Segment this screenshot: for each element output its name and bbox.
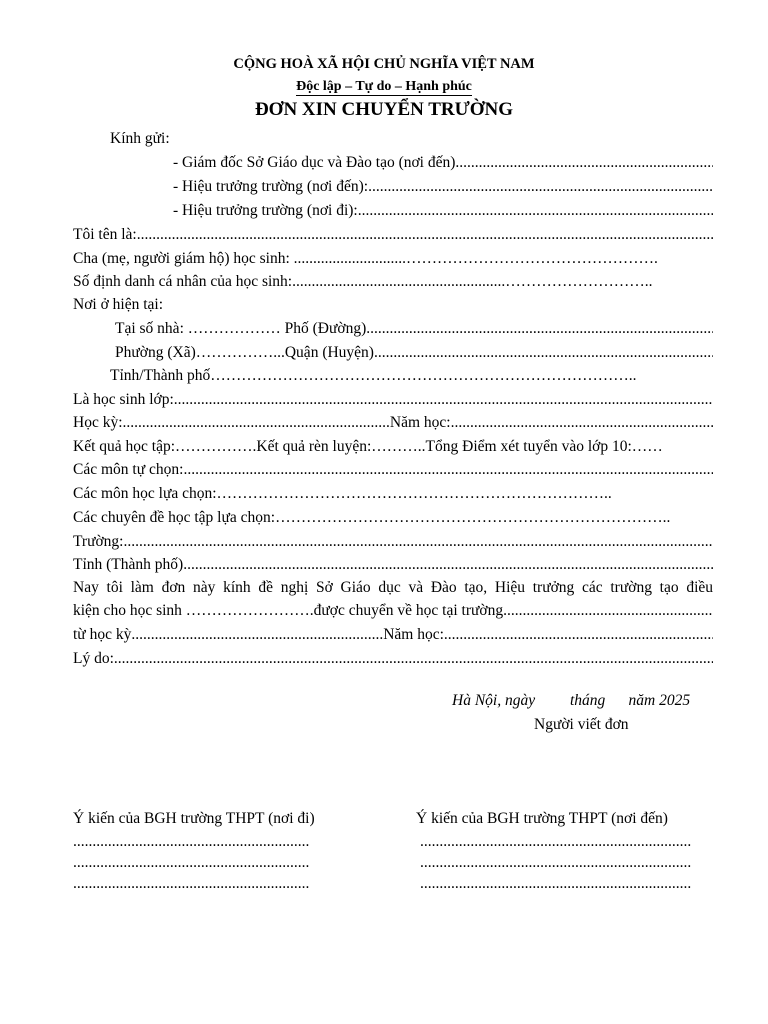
field-class [73,390,713,410]
field-school-label: Trường: [73,533,124,550]
field-from-semester-label: từ học kỳ.................................................................Năm học: [73,626,444,643]
field-id-number: Số định danh cá nhân của học sinh:.......................................................……………………….. [73,273,653,290]
recipient-director [173,153,713,173]
request-line-2-text: kiện cho học sinh …………………….được chuyển về học tại trường [73,602,504,619]
field-topics: Các chuyên đề học tập lựa chọn:………………………………………………………………….. [73,509,671,526]
dot-leader [183,555,713,575]
dot-leader [358,201,713,221]
field-semester [73,413,713,433]
field-electives [73,460,713,480]
opinion-to-line: ...................................................................... [420,875,692,892]
field-results: Kết quả học tập:…………….Kết quả rèn luyện:………..Tổng Điểm xét tuyển vào lớp 10:…… [73,438,663,455]
field-chosen-subjects: Các môn học lựa chọn:………………………………………………………………….. [73,485,612,502]
field-parent: Cha (mẹ, người giám hộ) học sinh: .............................…………………………………………. [73,250,658,267]
motto-text: Độc lập – Tự do – Hạnh phúc [296,79,472,94]
opinion-to-school-title: Ý kiến của BGH trường THPT (nơi đến) [416,810,668,827]
field-house-street [115,319,713,339]
dot-leader [174,390,713,410]
field-house-street-label: Tại số nhà: ……………… Phố (Đường) [115,320,367,337]
request-line-2 [73,601,713,621]
opinion-from-line: ............................................................. [73,854,310,871]
dot-leader [503,601,713,621]
opinion-from-school-title: Ý kiến của BGH trường THPT (nơi đi) [73,810,315,827]
dot-leader [368,177,713,197]
recipient-principal-from [173,201,713,221]
dot-leader [444,625,713,645]
recipient-principal-to-label: - Hiệu trưởng trường (nơi đến): [173,178,369,195]
dot-leader [374,343,713,363]
opinion-to-line: ...................................................................... [420,833,692,850]
dot-leader [137,225,713,245]
field-name-label: Tôi tên là: [73,226,137,243]
dot-leader [124,532,714,552]
dot-leader [366,319,713,339]
field-school [73,532,713,552]
opinion-from-line: ............................................................. [73,833,310,850]
field-reason [73,649,713,669]
place-date: Hà Nội, ngày tháng năm 2025 [452,692,691,709]
form-title: ĐƠN XIN CHUYỂN TRƯỜNG [254,99,514,120]
dot-leader [451,413,713,433]
field-name [73,225,713,245]
opinion-from-line: ............................................................. [73,875,310,892]
national-motto [0,79,768,95]
field-class-label: Là học sinh lớp: [73,391,174,408]
dot-leader [114,649,713,669]
recipient-principal-from-label: - Hiệu trưởng trường (nơi đi): [173,202,358,219]
field-province-2 [73,555,713,575]
field-residence: Nơi ở hiện tại: [73,296,164,313]
opinion-to-line: ...................................................................... [420,854,692,871]
recipient-director-label: - Giám đốc Sở Giáo dục và Đào tạo (nơi đến) [173,154,456,171]
field-from-semester [73,625,713,645]
field-ward-district [115,343,713,363]
field-semester-label: Học kỳ:.....................................................................Năm học: [73,414,451,431]
greeting: Kính gửi: [110,130,170,147]
dot-leader [183,460,713,480]
field-province: Tỉnh/Thành phố……………………………………………………………………….. [110,367,637,384]
recipient-principal-to [173,177,713,197]
field-reason-label: Lý do: [73,650,114,667]
national-title: CỘNG HOÀ XÃ HỘI CHỦ NGHĨA VIỆT NAM [233,56,535,72]
field-ward-district-label: Phường (Xã)……………...Quận (Huyện) [115,344,374,361]
signer-label: Người viết đơn [534,716,629,733]
field-electives-label: Các môn tự chọn: [73,461,184,478]
dot-leader [455,153,713,173]
field-province-2-label: Tỉnh (Thành phố) [73,556,184,573]
request-line-1: Nay tôi làm đơn này kính đề nghị Sở Giáo dục và Đào tạo, Hiệu trưởng các trường tạo điều [73,579,713,596]
